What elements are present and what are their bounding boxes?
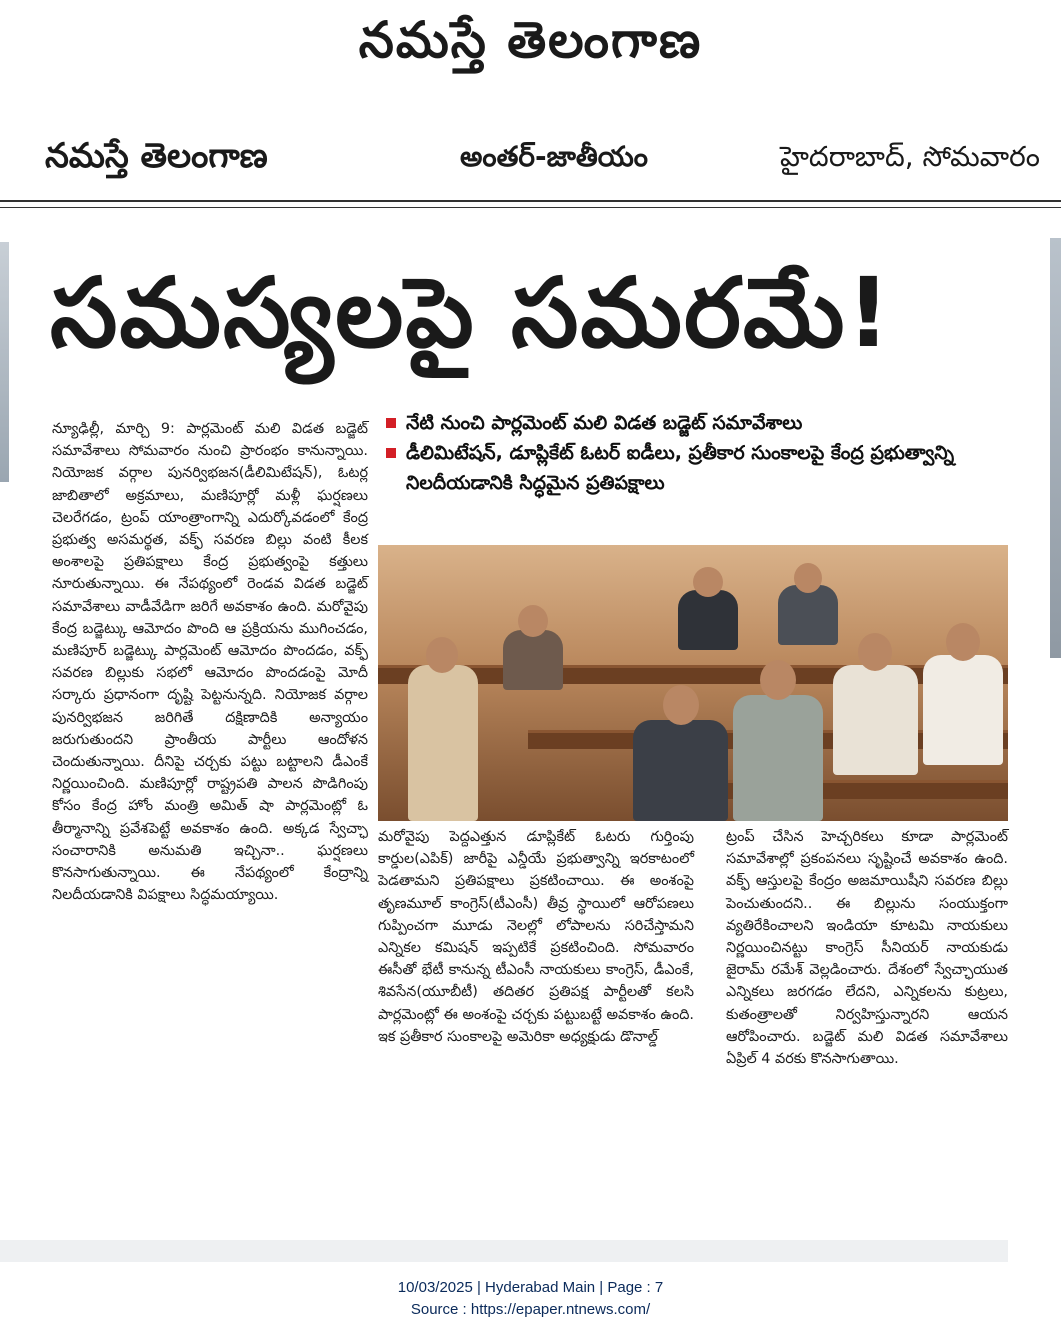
folio-rule-thin bbox=[0, 207, 1061, 208]
highlight-text: నేటి నుంచి పార్లమెంట్ మలి విడత బడ్జెట్ సమావేశాలు bbox=[406, 412, 803, 434]
person-figure bbox=[923, 655, 1003, 765]
article-column-middle: మరోవైపు పెద్దఎత్తున డూప్లికేట్ ఓటరు గుర్తింపు కార్డుల(ఎపిక్) జారీపై ఎన్డీయే ప్రభుత్వాన్ని ఇరకాటంలో పెడతామని ప్రతిపక్షాలు ప్రకటించాయి. ఈ అంశంపై తృణమూల్ కాంగ్రెస్(టీఎంసీ) తీవ్ర స్థాయిలో ఆరోపణలు గుప్పించగా మూడు నెలల్లో లోపాలను సరిచేస్తామని ఎన్నికల కమిషన్ ఇప్పటికే ప్రకటించింది. సోమవారం ఈసీతో భేటీ కానున్న టీఎంసీ నాయకులు కాంగ్రెస్, డీఎంకే, శివసేన(యూబీటీ) తదితర ప్రతిపక్ష పార్టీలతో కలసి పార్లమెంట్లో ఈ అంశంపై చర్చకు పట్టుబట్టే అవకాశం ఉంది. ఇక ప్రతీకార సుంకాలపై అమెరికా అధ్యక్షుడు డొనాల్డ్ bbox=[378, 829, 694, 1045]
highlight-text: డీలిమిటేషన్, డూప్లికేట్ ఓటర్ ఐడీలు, ప్రతీకార సుంకాలపై కేంద్ర ప్రభుత్వాన్ని నిలదీయడానికి సిద్ధమైన ప్రతిపక్షాలు bbox=[406, 442, 955, 494]
adjacent-photo-fragment bbox=[1050, 238, 1061, 658]
folio-rule bbox=[0, 200, 1061, 202]
masthead-logo: నమస్తే తెలంగాణ bbox=[358, 11, 703, 69]
person-head bbox=[946, 623, 980, 661]
person-figure bbox=[833, 665, 918, 775]
article-column-left: న్యూఢిల్లీ, మార్చి 9: పార్లమెంట్ మలి విడత బడ్జెట్ సమావేశాలు సోమవారం నుంచి ప్రారంభం కానున్నాయి. నియోజక వర్గాల పునర్విభజన(డీలిమిటేషన్), ఓటర్ల జాబితాలో అక్రమాలు, మణిపూర్లో మళ్లీ ఘర్షణలు చెలరేగడం, ట్రంప్ యాంత్రాంగాన్ని ఎదుర్కోవడంలో కేంద్ర ప్రభుత్వ అసమర్థత, వక్ఫ్ సవరణ బిల్లు వంటి కీలక అంశాలపై ప్రతిపక్షాలు కేంద్ర ప్రభుత్వంపై కత్తులు నూరుతున్నాయి. ఈ నేపథ్యంలో రెండవ విడత బడ్జెట్ సమావేశాలు వాడీవేడిగా జరిగే అవకాశం ఉంది. మరోవైపు కేంద్ర బడ్జెట్కు ఆమోదం పొంది ఆ ప్రక్రియను ముగించడం, మణిపూర్ బడ్జెట్కు పార్లమెంట్ ఆమోదం పొందడం, వక్ఫ్ సవరణ బిల్లుకు సభలో ఆమోదం పొందడంపై మోదీ సర్కారు ప్రధానంగా దృష్టి పెట్టనున్నది. నియోజక వర్గాల పునర్విభజన జరిగితే దక్షిణాదికి అన్యాయం జరుగుతుందని ప్రాంతీయ పార్టీలు ఆందోళన చెందుతున్నాయి. దీనిపై చర్చకు పట్టు బట్టాలని డీఎంకే నిర్ణయించింది. మణిపూర్లో రాష్ట్రపతి పాలన పొడిగింపు కోసం కేంద్ర హోం మంత్రి అమిత్ షా పార్లమెంట్లో ఓ తీర్మానాన్ని ప్రవేశపెట్టే అవకాశం ఉంది. అక్కడ స్వేచ్ఛా సంచారానికి అనుమతి ఇచ్చినా.. ఘర్షణలు కొనసాగుతున్నాయి. ఈ నేపథ్యంలో కేంద్రాన్ని నిలదీయడానికి విపక్షాలు సిద్ధమయ్యాయి. bbox=[52, 421, 368, 904]
footer-edition-info: 10/03/2025 | Hyderabad Main | Page : 7 bbox=[397, 1279, 664, 1296]
person-figure bbox=[503, 630, 563, 690]
person-figure bbox=[678, 590, 738, 650]
story-highlights bbox=[384, 408, 1014, 498]
adjacent-photo-fragment bbox=[0, 242, 9, 482]
folio-paper-name: నమస్తే తెలంగాణ bbox=[45, 136, 268, 176]
person-head bbox=[858, 633, 892, 671]
folio-section-name: అంతర్-జాతీయం bbox=[460, 140, 648, 173]
highlight-item bbox=[384, 438, 1014, 498]
person-figure bbox=[633, 720, 728, 821]
person-figure bbox=[778, 585, 838, 645]
person-head bbox=[663, 685, 699, 725]
person-head bbox=[794, 563, 822, 593]
person-head bbox=[693, 567, 723, 597]
parliament-photo bbox=[378, 545, 1008, 821]
folio-place-date: హైదరాబాద్, సోమవారం bbox=[780, 140, 1040, 173]
person-figure bbox=[733, 695, 823, 821]
page-folio bbox=[0, 118, 1061, 198]
main-headline: సమస్యలపై సమరమే! bbox=[50, 257, 893, 369]
person-head bbox=[518, 605, 548, 637]
person-figure bbox=[408, 665, 478, 821]
article-column-right: ట్రంప్ చేసిన హెచ్చరికలు కూడా పార్లమెంట్ సమావేశాల్లో ప్రకంపనలు సృష్టించే అవకాశం ఉంది. వక్ఫ్ ఆస్తులపై కేంద్రం అజమాయిషీని సవరణ బిల్లు పెంచుతుందని.. ఈ బిల్లును సంయుక్తంగా వ్యతిరేకించాలని ఇండియా కూటమి నాయకులు నిర్ణయించినట్టు కాంగ్రెస్ సీనియర్ నాయకుడు జైరామ్ రమేశ్ వెల్లడించారు. దేశంలో స్వేచ్ఛాయుత ఎన్నికలు జరగడం లేదని, ఎన్నికలను కుట్రలు, కుతంత్రాలతో నిర్వహిస్తున్నారని ఆయన ఆరోపించారు. బడ్జెట్ మలి విడత సమావేశాలు ఏప్రిల్ 4 వరకు కొనసాగుతాయి. bbox=[726, 829, 1008, 1068]
bullet-square-icon bbox=[386, 448, 396, 458]
page-bottom-band bbox=[0, 1240, 1008, 1262]
bullet-square-icon bbox=[386, 418, 396, 428]
person-head bbox=[760, 660, 796, 700]
footer-source-link[interactable]: Source : https://epaper.ntnews.com/ bbox=[410, 1301, 651, 1318]
person-head bbox=[426, 637, 458, 673]
highlight-item bbox=[384, 408, 1014, 438]
